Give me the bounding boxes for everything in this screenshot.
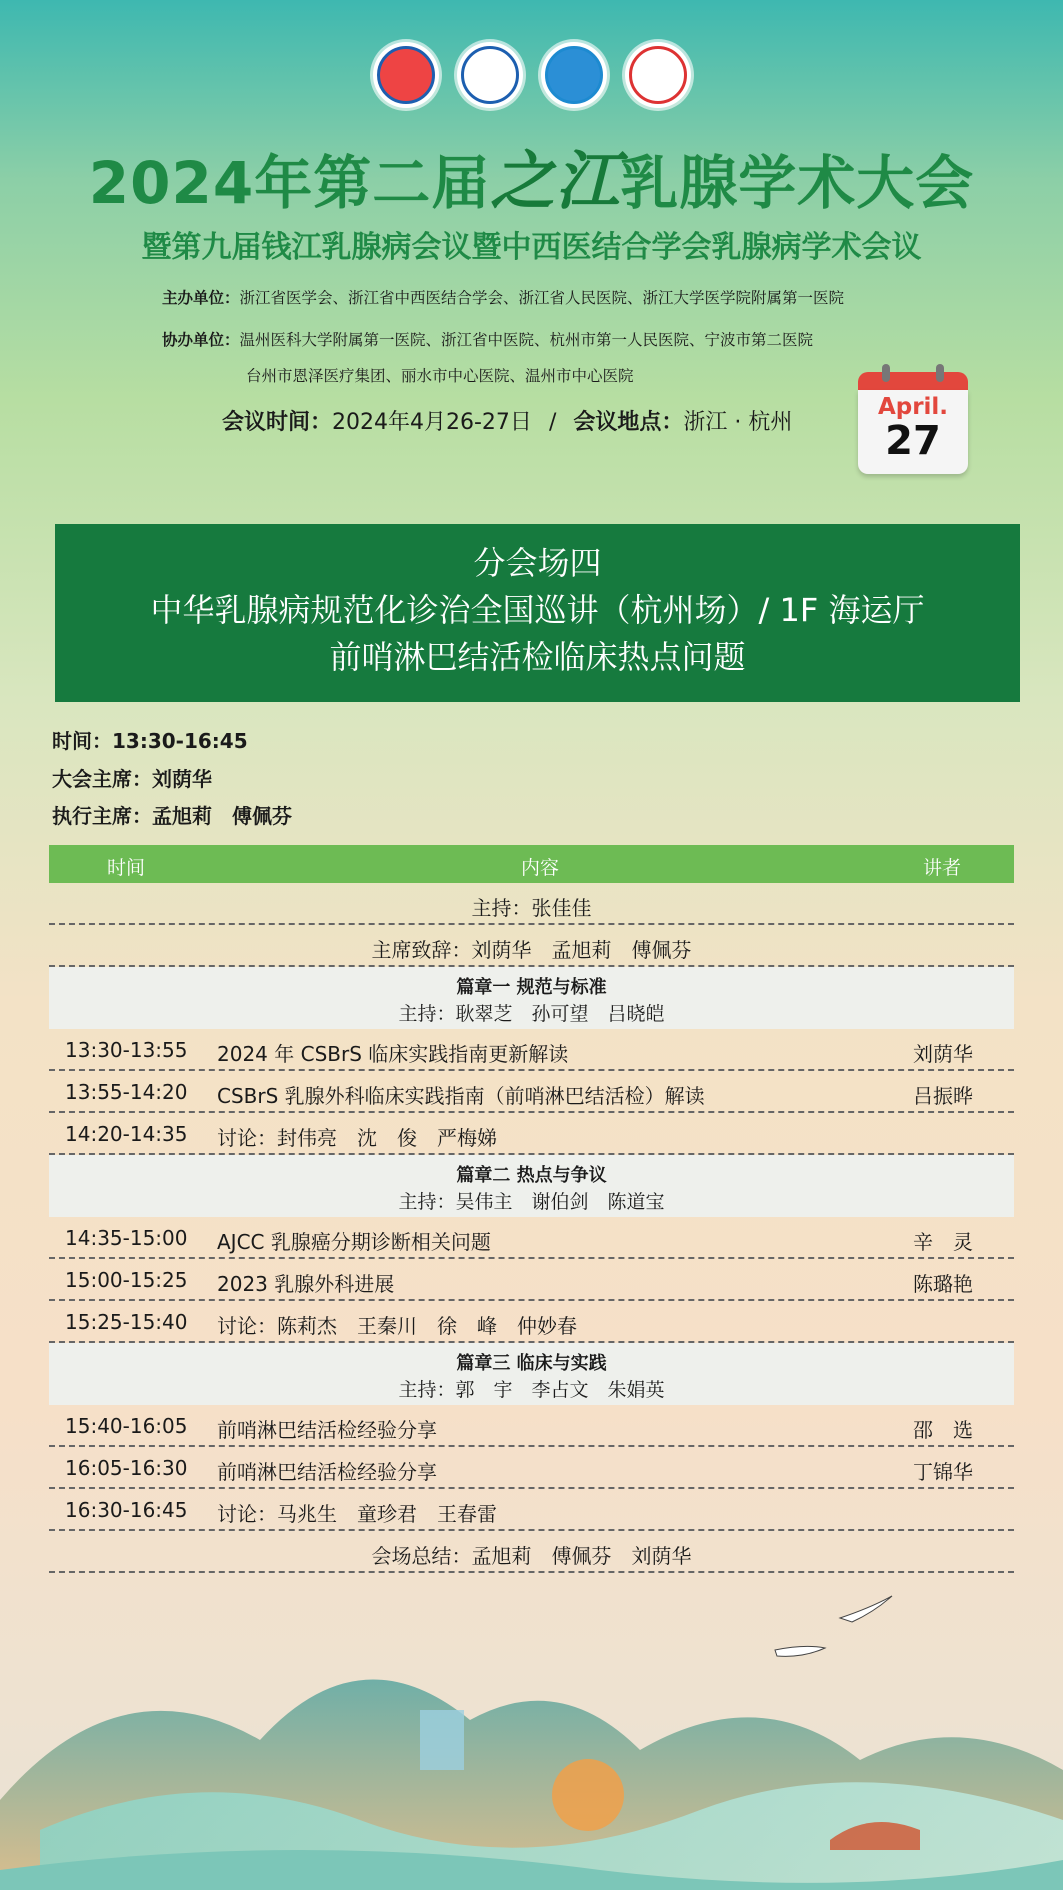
opening-row: 主席致辞：刘荫华 孟旭莉 傅佩芬 [49, 925, 1014, 967]
session-name: 分会场四 [473, 544, 602, 582]
host-orgs: 主办单位：浙江省医学会、浙江省中西医结合学会、浙江省人民医院、浙江大学医学院附属第一医院 [162, 289, 845, 307]
calendar-month: April. [877, 394, 949, 420]
table-row: 14:35-15:00 AJCC 乳腺癌分期诊断相关问题 辛 灵 [49, 1217, 1014, 1259]
table-row: 13:30-13:55 2024 年 CSBrS 临床实践指南更新解读 刘荫华 [49, 1029, 1014, 1071]
session-time: 时间：13:30-16:45 [52, 729, 248, 753]
col-speaker: 讲者 [923, 857, 962, 879]
schedule-table [49, 845, 1014, 1573]
table-row: 15:40-16:05 前哨淋巴结活检经验分享 邵 选 [49, 1405, 1014, 1447]
table-row: 13:55-14:20 CSBrS 乳腺外科临床实践指南（前哨淋巴结活检）解读 吕振晔 [49, 1071, 1014, 1113]
session-exec-chair: 执行主席：孟旭莉 傅佩芬 [52, 804, 292, 828]
logo-row [0, 42, 1063, 108]
table-row: 15:00-15:25 2023 乳腺外科进展 陈璐艳 [49, 1259, 1014, 1301]
medical-logo-4 [625, 42, 691, 108]
host-row: 主持：张佳佳 [49, 883, 1014, 925]
chapter-header: 篇章一 规范与标准 主持：耿翠芝 孙可望 吕晓皑 [49, 967, 1014, 1029]
meeting-info: 会议时间：2024年4月26-27日 / 会议地点：浙江 · 杭州 [222, 410, 793, 435]
session-chair: 大会主席：刘荫华 [52, 767, 212, 791]
chapter-header: 篇章二 热点与争议 主持：吴伟主 谢伯剑 陈道宝 [49, 1155, 1014, 1217]
table-header [49, 845, 1014, 883]
hospital-logo-1964 [457, 42, 523, 108]
calendar-icon [858, 364, 968, 476]
session-banner [55, 524, 1020, 702]
table-row: 14:20-14:35 讨论：封伟亮 沈 俊 严梅娣 [49, 1113, 1014, 1155]
hospital-logo-3 [541, 42, 607, 108]
conference-subtitle: 暨第九届钱江乳腺病会议暨中西医结合学会乳腺病学术会议 [141, 230, 922, 265]
seal-logo-1 [373, 42, 439, 108]
table-row: 16:30-16:45 讨论：马兆生 童珍君 王春雷 [49, 1489, 1014, 1531]
table-row: 15:25-15:40 讨论：陈莉杰 王秦川 徐 峰 仲妙春 [49, 1301, 1014, 1343]
chapter-header: 篇章三 临床与实践 主持：郭 宇 李占文 朱娟英 [49, 1343, 1014, 1405]
calendar-day: 27 [885, 418, 941, 464]
table-row: 16:05-16:30 前哨淋巴结活检经验分享 丁锦华 [49, 1447, 1014, 1489]
co-orgs-line2: 台州市恩泽医疗集团、丽水市中心医院、温州市中心医院 [246, 367, 634, 385]
session-series: 中华乳腺病规范化诊治全国巡讲（杭州场）/ 1F 海运厅 [150, 591, 925, 629]
closing-row: 会场总结：孟旭莉 傅佩芬 刘荫华 [49, 1531, 1014, 1573]
crane-icon [775, 1596, 892, 1656]
session-topic: 前哨淋巴结活检临床热点问题 [329, 638, 746, 676]
col-time: 时间 [107, 857, 146, 879]
co-orgs: 协办单位：温州医科大学附属第一医院、浙江省中医院、杭州市第一人民医院、宁波市第二医院 [162, 331, 814, 349]
landscape-illustration [0, 1540, 1063, 1890]
col-content: 内容 [521, 857, 560, 879]
conference-title: 2024年第二届之江乳腺学术大会 [88, 144, 975, 219]
